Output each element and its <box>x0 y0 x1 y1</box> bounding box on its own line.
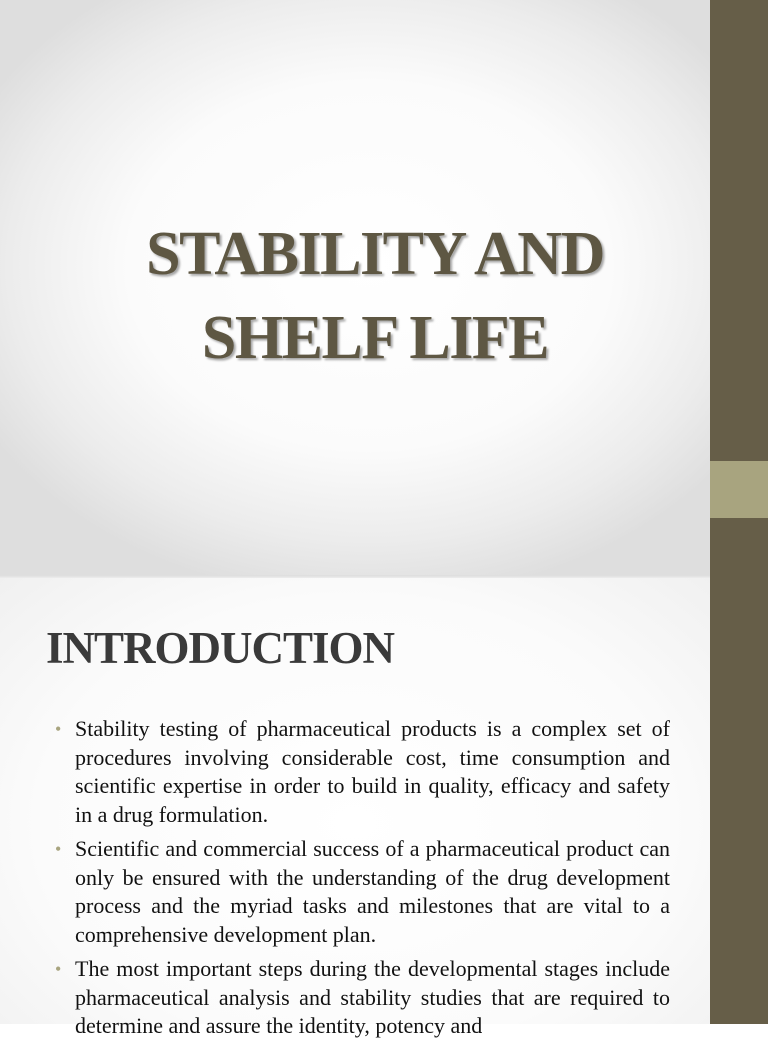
bullet-text: The most important steps during the developmental stages include pharmaceutical analysis and stability studies that are required to determine and assure the identity, potency and <box>75 956 670 1038</box>
sidebar-accent-block <box>710 461 768 518</box>
introduction-heading: INTRODUCTION <box>46 623 395 673</box>
bullet-text: Scientific and commercial success of a pharmaceutical product can only be ensured with the understanding of the drug development process and the myriad tasks and milestones that are vital to a comprehensive development plan. <box>75 836 670 947</box>
bullet-dot-icon: • <box>55 959 62 979</box>
bullet-item <box>0 715 710 829</box>
bullet-dot-icon: • <box>55 839 62 859</box>
bullet-text: Stability testing of pharmaceutical products is a complex set of procedures involving considerable cost, time consumption and scientific expertise in order to build in quality, efficacy and safety in a drug formulation. <box>75 716 670 827</box>
title-line-1: STABILITY AND <box>146 220 604 288</box>
slide-title <box>40 212 710 380</box>
bullet-item <box>0 835 710 949</box>
bullet-dot-icon: • <box>55 719 62 739</box>
bullet-item <box>0 955 710 1041</box>
title-line-2: SHELF LIFE <box>201 304 549 372</box>
bullet-list <box>0 715 710 1047</box>
